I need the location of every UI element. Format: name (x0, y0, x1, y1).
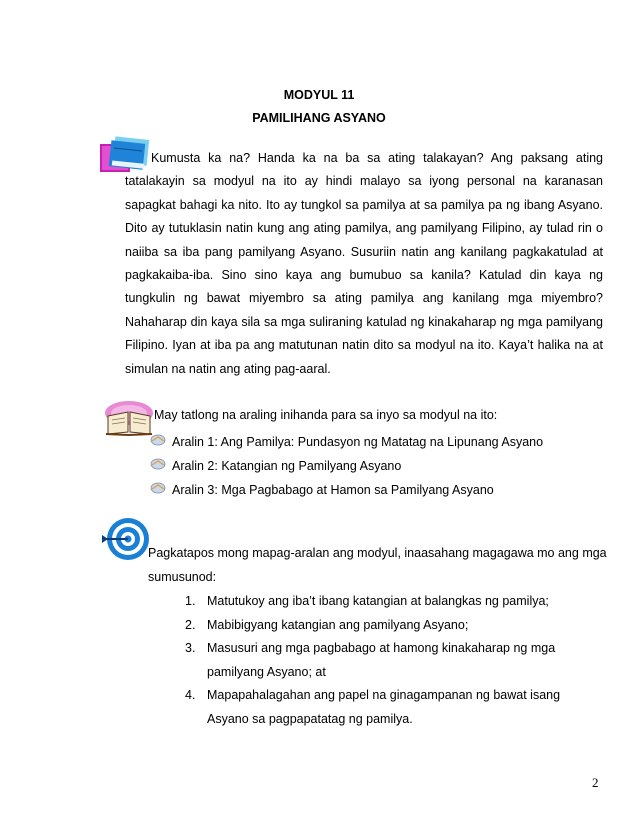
objective-text: Matutukoy ang iba’t ibang katangian at balangkas ng pamilya; (207, 594, 549, 608)
bullet-icon (150, 458, 166, 473)
lesson-item (150, 458, 401, 473)
objectives-intro: Pagkatapos mong mapag-aralan ang modyul, inaasahang magagawa mo ang mga sumusunod: (148, 546, 607, 584)
objective-item (185, 614, 585, 638)
objective-text: Mapapahalagahan ang papel na ginagampanan ng bawat isang Asyano sa pagpapatatag ng pamilya. (207, 688, 561, 726)
open-book-icon (104, 400, 154, 441)
lesson-label: Aralin 2: Katangian ng Pamilyang Asyano (172, 458, 402, 473)
lesson-label: Aralin 1: Ang Pamilya: Pundasyon ng Matatag na Lipunang Asyano (172, 434, 544, 449)
objective-item (185, 590, 585, 614)
lesson-item (150, 434, 543, 449)
lesson-item (150, 482, 494, 497)
bullet-icon (150, 434, 166, 449)
objective-number: 3. (185, 641, 196, 655)
lessons-intro: May tatlong na araling inihanda para sa inyo sa modyul na ito: (154, 408, 498, 422)
objective-number: 1. (185, 594, 196, 608)
objective-item (185, 637, 565, 684)
module-title: PAMILIHANG ASYANO (252, 111, 386, 125)
objective-text: Masusuri ang mga pagbabago at hamong kinakaharap ng mga pamilyang Asyano; at (207, 641, 556, 679)
objective-number: 2. (185, 618, 196, 632)
bullet-icon (150, 482, 166, 497)
objective-item (185, 684, 575, 731)
module-number: MODYUL 11 (283, 88, 355, 102)
target-icon (100, 514, 150, 569)
intro-paragraph: Kumusta ka na? Handa ka na ba sa ating talakayan? Ang paksang ating tatalakayin sa modyul na ito ay hindi malayo sa iyong personal na karanasan sapagkat bahagi ka nito. Ito ay tungkol sa pamilya at sa pamilya pa ng ibang Asyano. Dito ay tutuklasin natin kung ang ating pamilya, ang pamilyang Filipino, ay tulad rin o naiiba sa iba pang pamilyang Asyano. Susuriin natin ang kanilang pagkakatulad at pagkakaiba-iba. Sino sino kaya ang bumubuo sa kanila? Katulad din kaya ng tungkulin ng bawat miyembro sa ating pamilya ang kanilang mga miyembro? Nahaharap din kaya sila sa mga suliraning katulad ng kinakaharap ng mga pamilyang Filipino. Iyan at iba pa ang matutunan natin dito sa modyul na ito. Kaya’t halika na at simulan na natin ang ating pag-aaral. (125, 151, 603, 376)
page-number: 2 (592, 775, 599, 790)
objective-number: 4. (185, 688, 196, 702)
objective-text: Mabibigyang katangian ang pamilyang Asyano; (207, 618, 469, 632)
lesson-label: Aralin 3: Mga Pagbabago at Hamon sa Pamilyang Asyano (172, 482, 494, 497)
